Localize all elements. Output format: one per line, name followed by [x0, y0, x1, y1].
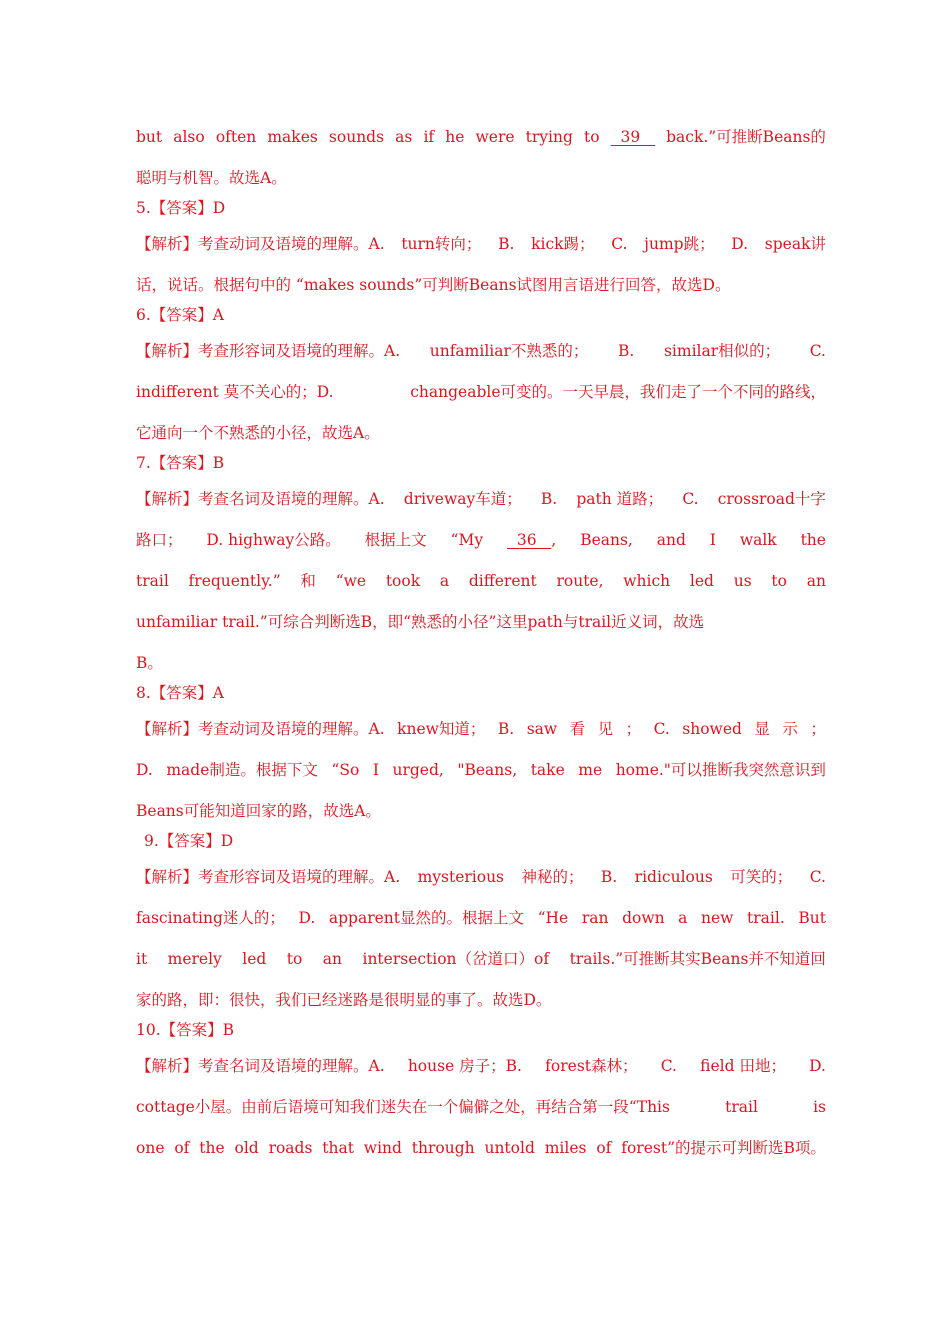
q8-line-2: D. made制造。根据下文 “So I urged, "Beans, take me home."可以推断我突然意识到 — [136, 761, 826, 779]
blank-39: 39 — [610, 128, 655, 146]
q7-line-3: trail frequently.” 和 “we took a different route, which led us to an — [136, 572, 826, 590]
q6-answer-heading: 6.【答案】A — [136, 306, 224, 324]
q9-line-2: fascinating迷人的； D. apparent显然的。根据上文 “He ran down a new trail. But — [136, 909, 826, 927]
q10-answer-heading: 10.【答案】B — [136, 1021, 235, 1039]
q9-line-4: 家的路，即：很快，我们已经迷路是很明显的事了。故选D。 — [136, 991, 552, 1009]
q5-line-1: 【解析】考查动词及语境的理解。A. turn转向； B. kick踢； C. jump跳； D. speak讲 — [136, 235, 826, 253]
q7-line-2: 路口； D. highway公路。 根据上文 “My 36 , Beans, and I walk the — [136, 525, 826, 555]
q10-line-2: cottage小屋。由前后语境可知我们迷失在一个偏僻之处，再结合第一段“This trail is — [136, 1098, 826, 1116]
q5-line-2: 话，说话。根据句中的 “makes sounds”可判断Beans试图用言语进行回答，故选D。 — [136, 276, 731, 294]
q9-line-1: 【解析】考查形容词及语境的理解。A. mysterious 神秘的； B. ridiculous 可笑的； C. — [136, 868, 826, 886]
q10-line-3: one of the old roads that wind through untold miles of forest”的提示可判断选B项。 — [136, 1139, 826, 1157]
q8-answer-heading: 8.【答案】A — [136, 684, 224, 702]
q6-line-1: 【解析】考查形容词及语境的理解。A. unfamiliar不熟悉的； B. similar相似的； C. — [136, 342, 826, 360]
q6-line-3: 它通向一个不熟悉的小径，故选A。 — [136, 424, 380, 442]
q9-line-3: it merely led to an intersection（岔道口）of trails.”可推断其实Beans并不知道回 — [136, 950, 826, 968]
q7-line-4: unfamiliar trail.”可综合判断选B，即“熟悉的小径”这里path与trail近义词，故选 — [136, 613, 705, 631]
q10-line-1: 【解析】考查名词及语境的理解。A. house 房子；B. forest森林； C. field 田地； D. — [136, 1057, 826, 1075]
intro-line-1: but also often makes sounds as if he were trying to 39 back.”可推断Beans的 — [136, 122, 826, 152]
q8-line-3: Beans可能知道回家的路，故选A。 — [136, 802, 381, 820]
q7-answer-heading: 7.【答案】B — [136, 454, 225, 472]
q5-answer-heading: 5.【答案】D — [136, 199, 226, 217]
answer-explanations — [136, 122, 826, 1163]
q8-line-1: 【解析】考查动词及语境的理解。A. knew知道； B. saw 看 见 ； C. showed 显 示 ； — [136, 720, 826, 738]
q7-line-5: B。 — [136, 654, 163, 672]
q6-line-2: indifferent 莫不关心的；D. changeable可变的。一天早晨，我们走了一个不同的路线， — [136, 383, 826, 401]
blank-36: 36 , — [507, 531, 557, 549]
q7-line-1: 【解析】考查名词及语境的理解。A. driveway车道； B. path 道路； C. crossroad十字 — [136, 490, 826, 508]
q9-answer-heading: 9.【答案】D — [144, 832, 234, 850]
intro-line-2: 聪明与机智。故选A。 — [136, 169, 287, 187]
